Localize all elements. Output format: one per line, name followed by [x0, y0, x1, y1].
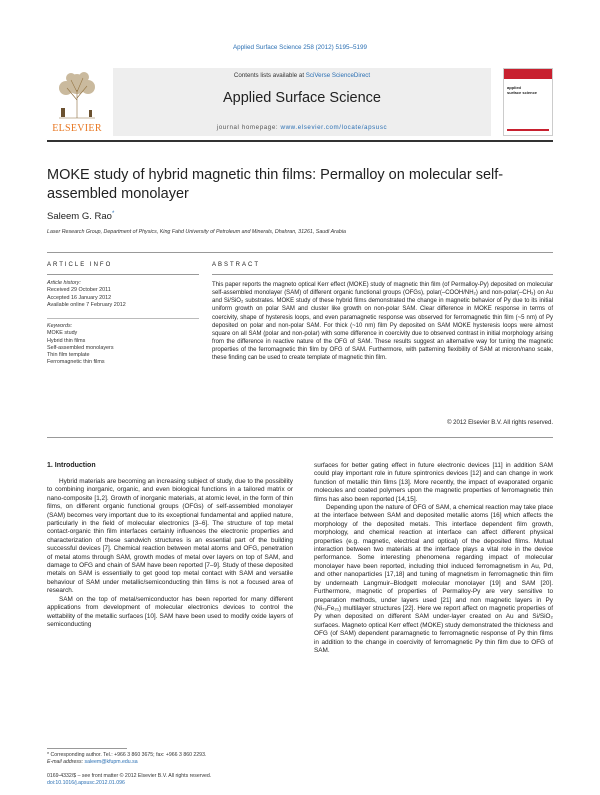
cover-strip	[507, 129, 549, 131]
history-accepted: Accepted 16 January 2012	[47, 294, 112, 301]
article-history	[47, 280, 199, 309]
keyword: Ferromagnetic thin films	[47, 359, 105, 366]
footnote-rule	[47, 748, 127, 749]
abstract-rule	[212, 274, 553, 275]
corresponding-author-footnote	[47, 752, 293, 766]
cover-band	[504, 69, 552, 79]
body-column-right	[314, 462, 553, 655]
journal-cover-thumbnail[interactable]	[503, 68, 553, 136]
keyword: Hybrid thin films	[47, 337, 86, 344]
contents-line	[113, 72, 491, 79]
copyright-notice: © 2012 Elsevier B.V. All rights reserved.	[447, 420, 553, 426]
body-paragraph: Hybrid materials are becoming an increasing subject of study, due to the possibility to combining inorganic, organic, and even biological functions in a tailored matrix or nano-composite [1,2]. Growth of inorganic materials, at atomic level, in the form of thin films, on different organic functional groups (OFGs) of self-assembled monolayer (SAM) becomes very important due to its exceptional fundamental and applied nature, particularly in the field of molecular electronics [3–6]. The structure of top metal contact-organic thin film interfaces certainly influences the electronic properties and characterization of these sandwich structures is an essential part of the building successful devices [7]. Chemical reaction between metal atoms and OFG, penetration of metal atoms through SAM, growth modes of metal over layers on top of SAM, and damage to OFG and chain of SAM have been reported [7–9]. Study of these deposited metals on SAM is essentially to get good top metal contact with SAM and versatile behaviour of SAM under metallic/semiconducting thin films is not a focused area of research.	[47, 478, 293, 595]
section-rule	[47, 252, 553, 253]
keyword: Thin film template	[47, 352, 90, 359]
corresponding-author-mark[interactable]: *	[111, 211, 115, 217]
journal-title: Applied Surface Science	[223, 90, 381, 106]
contents-prefix: Contents lists available at	[233, 72, 306, 79]
keywords-block	[47, 323, 199, 367]
issn-block	[47, 773, 293, 787]
journal-banner	[113, 68, 491, 136]
keyword: Self-assembled monolayers	[47, 344, 114, 351]
history-online: Available online 7 February 2012	[47, 301, 126, 308]
affiliation: Laser Research Group, Department of Physics, King Fahd University of Petroleum and Minerals, Dhahran, 31261, Saudi Arabia	[47, 229, 346, 235]
keywords-rule	[47, 318, 199, 319]
elsevier-tree-icon	[53, 70, 101, 120]
abstract-body: This paper reports the magneto optical Kerr effect (MOKE) study of magnetic thin film (of Permalloy-Py) deposited on molecular self-assembled monolayer (SAM) of different organic functional groups (OFGs), polar(–COOH/NH₂) and non-polar(–CH₃) on Au and Si/SiO₂ substrates. MOKE study of these hybrid films demonstrated the change in magnetic behavior of Py due to its initial uniform growth on polar SAM and cluster like growth on non-polar SAM. Clear difference in MOKE response in terms of coercivity, shape of hysteresis loops, and even paramagnetic response was observed for ferromagnetic thin film (~5 nm) of Py deposited on polar and non-polar SAM. For thick (~10 nm) film Py deposited on SAM MOKE hysteresis loops were almost square on all SAM (polar and non-polar) with some difference in coercivity due to observed contrast in initial morphology arising from the difference in reactive nature of the OFG of SAM. These results suggest an alternative way for tuning the magnetic properties of the ferromagnetic thin film by OFG of SAM. Furthermore, with patterning flexibility of SAM at micron/nano scale, these finding can be used to create template of magnetic thin film.	[212, 282, 553, 362]
body-paragraph: surfaces for better gating effect in future electronic devices [11] in addition SAM could play important role in future spintronics devices [12] and can change in work function of metallic thin films [13]. More recently, the impact of evaporated organic molecules and coated polymers upon the magnetic properties of ferromagnetic thin films has also been reported [14,15].	[314, 462, 553, 503]
doi-link[interactable]: doi:10.1016/j.apsusc.2012.01.096	[47, 780, 125, 786]
article-title: MOKE study of hybrid magnetic thin films: Permalloy on molecular self-assembled monolayer	[47, 167, 504, 202]
history-received: Received 29 October 2011	[47, 287, 111, 294]
journal-masthead	[47, 68, 553, 136]
sciencedirect-link[interactable]: SciVerse ScienceDirect	[305, 72, 371, 79]
publisher-name: ELSEVIER	[52, 123, 102, 134]
footnote-contact: * Corresponding author. Tel.: +966 3 860 3675; fax: +966 3 860 2293.	[47, 752, 207, 758]
section-heading-introduction: 1. Introduction	[47, 462, 96, 469]
history-label: Article history:	[47, 280, 81, 286]
header-rule	[47, 140, 553, 142]
keyword: MOKE study	[47, 330, 78, 337]
cover-title: applied surface science	[507, 85, 538, 95]
abstract-end-rule	[47, 437, 553, 438]
body-paragraph: Depending upon the nature of OFG of SAM, a chemical reaction may take place at the interface between SAM and deposited metallic atoms [16] which affects the morphology of the deposited metals. This interface dependent film growth, morphology, and chemical reaction at interface can affect different physical properties (e.g. magnetic, electrical and optical) of the deposited films. Mutual interaction between two materials at the interface plays a vital role in the device performance. Some interesting phenomena regarding impact of molecular monolayer have been reported, including thiol induced ferromagnetism in Au, Pd, and other nanoparticles [17,18] and tuning of magnetism in ferromagnetic thin film by underneath Langmuir–Blodgett molecular monolayer [19] and SAM [20]. Furthermore, magnetic of properties of Permalloy-Py are very sensitive to preparation methods, under layers used [21] and non magnetic layers in Py (Ni₇₉Fe₂₁) multilayer structures [22]. Here we report affect on magnetic properties of Py when deposited on different SAM under-layer created on Au and Si/SiO₂ surfaces. Magneto optical Kerr effect (MOKE) study demonstrated the thickness and OFG (of SAM) dependent paramagnetic to ferromagnetic response of Py thin films in addition to the change in coercivity of ferromagnetic Py thin film due to OFG of SAM.	[314, 504, 553, 654]
issn-line: 0169-4332/$ – see front matter © 2012 Elsevier B.V. All rights reserved.	[47, 773, 212, 779]
journal-reference[interactable]: Applied Surface Science 258 (2012) 5195–5199	[232, 44, 368, 51]
article-info-heading: ARTICLE INFO	[47, 262, 113, 268]
author-line	[47, 211, 114, 222]
abstract-heading: ABSTRACT	[212, 262, 261, 268]
body-column-left	[47, 478, 293, 629]
journal-homepage	[113, 124, 491, 131]
elsevier-logo[interactable]	[47, 68, 107, 136]
body-paragraph: SAM on the top of metal/semiconductor has been reported for many different applications from development of molecular electronics devices to control the wettability of the metallic surfaces [10]. SAM have been used to modify oxide layers of semiconducting	[47, 595, 293, 628]
keywords-label: Keywords:	[47, 323, 73, 329]
homepage-link[interactable]: www.elsevier.com/locate/apsusc	[280, 124, 388, 131]
author-name: Saleem G. Rao	[47, 211, 112, 223]
footnote-email: E-mail address: saleem@kfupm.edu.sa	[47, 759, 138, 765]
info-rule	[47, 274, 199, 275]
email-link[interactable]: saleem@kfupm.edu.sa	[84, 759, 138, 765]
homepage-prefix: journal homepage:	[216, 124, 281, 131]
